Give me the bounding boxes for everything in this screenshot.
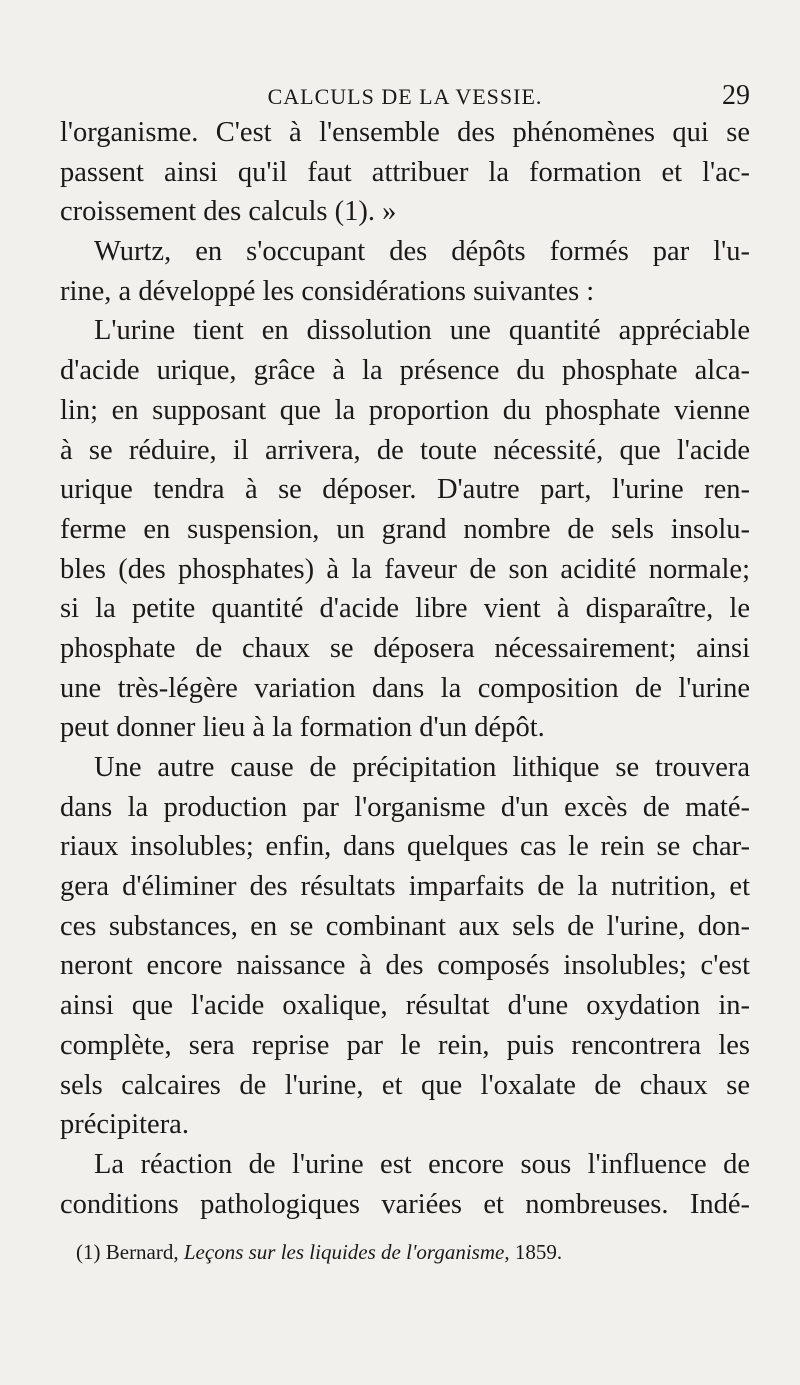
- text-line: riaux insolubles; enfin, dans quelques cas le rein se char-: [60, 831, 750, 863]
- text-line: l'organisme. C'est à l'ensemble des phénomènes qui se: [60, 117, 750, 148]
- text-line: ferme en suspension, un grand nombre de sels insolu-: [60, 513, 750, 545]
- text-line: sels calcaires de l'urine, et que l'oxalate de chaux se: [60, 1069, 750, 1101]
- text-line: Wurtz, en s'occupant des dépôts formés par l'u-: [94, 236, 750, 268]
- text-line: La réaction de l'urine est encore sous l'influence de: [94, 1148, 750, 1180]
- text-line: une très-légère variation dans la composition de l'urine: [60, 672, 750, 704]
- text-line: bles (des phosphates) à la faveur de son acidité normale;: [60, 553, 750, 585]
- text-line: ces substances, en se combinant aux sels de l'urine, don-: [60, 910, 750, 942]
- text-line: complète, sera reprise par le rein, puis rencontrera les: [60, 1029, 750, 1061]
- text-line: ainsi que l'acide oxalique, résultat d'une oxydation in-: [60, 990, 750, 1022]
- running-title: CALCULS DE LA VESSIE.: [267, 84, 543, 109]
- text-line: conditions pathologiques variées et nombreuses. Indé-: [60, 1188, 750, 1220]
- text-line: dans la production par l'organisme d'un excès de maté-: [60, 791, 750, 823]
- running-head: [60, 80, 750, 116]
- text-line: L'urine tient en dissolution une quantité appréciable: [94, 315, 750, 347]
- footnote-title: Leçons sur les liquides de l'organisme: [183, 1240, 505, 1264]
- text-line: urique tendra à se déposer. D'autre part, l'urine ren-: [60, 474, 750, 506]
- text-line: croissement des calculs (1). »: [60, 196, 397, 228]
- footnote-marker: (1) Bernard,: [76, 1240, 184, 1264]
- text-line: d'acide urique, grâce à la présence du phosphate alca-: [60, 355, 750, 387]
- text-line: gera d'éliminer des résultats imparfaits de la nutrition, et: [60, 871, 750, 903]
- page-number: 29: [722, 80, 750, 111]
- footnote-tail: , 1859.: [504, 1240, 563, 1264]
- text-line: rine, a développé les considérations suivantes :: [60, 275, 595, 307]
- text-line: peut donner lieu à la formation d'un dépôt.: [60, 712, 545, 744]
- footnote: [76, 1240, 756, 1265]
- text-line: Une autre cause de précipitation lithique se trouvera: [94, 752, 750, 783]
- body-text: [60, 113, 750, 1224]
- text-line: lin; en supposant que la proportion du phosphate vienne: [60, 394, 750, 426]
- text-line: si la petite quantité d'acide libre vient à disparaître, le: [60, 593, 750, 625]
- text-line: précipitera.: [60, 1109, 189, 1141]
- text-line: neront encore naissance à des composés insolubles; c'est: [60, 950, 750, 982]
- text-line: passent ainsi qu'il faut attribuer la formation et l'ac-: [60, 156, 750, 188]
- text-line: à se réduire, il arrivera, de toute nécessité, que l'acide: [60, 434, 750, 466]
- text-line: phosphate de chaux se déposera nécessairement; ainsi: [60, 632, 750, 664]
